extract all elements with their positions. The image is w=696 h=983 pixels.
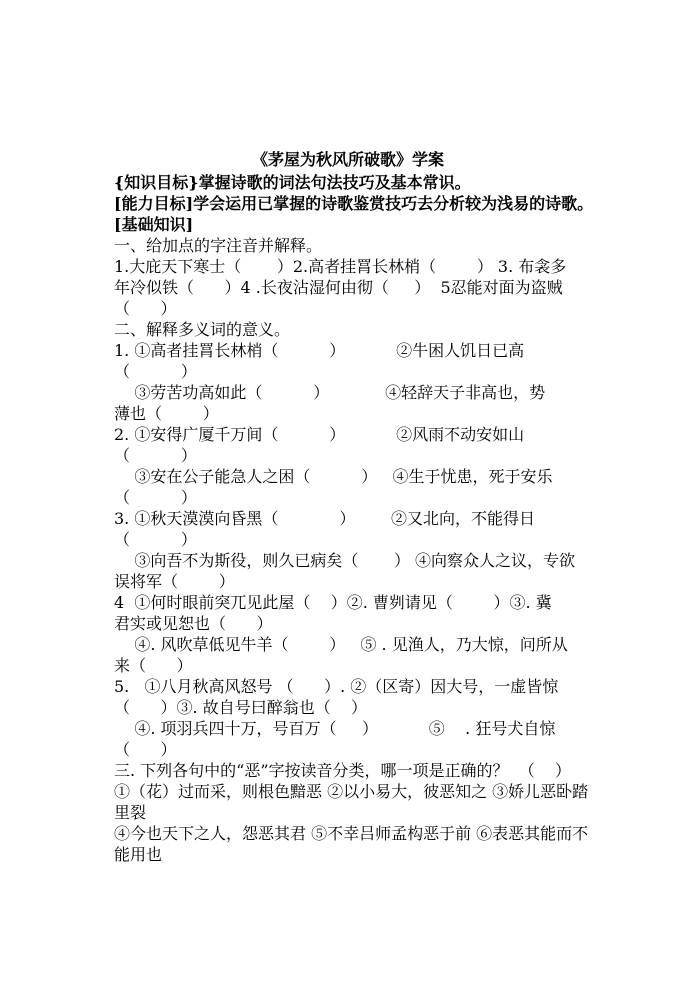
text-line: ④今也天下之人，怨恶其君 ⑤不幸吕师孟构恶于前 ⑥表恶其能而不: [114, 824, 589, 843]
document-title: 《茅屋为秋风所破歌》学案: [251, 150, 444, 169]
text-line: 里裂: [114, 803, 147, 822]
text-line: 1. ①高者挂罥长林梢（ ） ②牛困人饥日已高: [114, 341, 525, 360]
text-line: （ ）: [114, 740, 177, 759]
text-line: （ ）③. 故自号曰醉翁也（ ）: [114, 698, 368, 717]
text-line: 君实或见恕也（ ）: [114, 614, 273, 633]
text-line: ③劳苦功高如此（ ） ④轻辞天子非高也，势: [114, 383, 546, 402]
text-line: 二、解释多义词的意义。: [114, 320, 291, 339]
text-line: （ ）: [114, 362, 197, 381]
text-line: （ ）: [114, 530, 197, 549]
knowledge-objective: {知识目标}掌握诗歌的词法句法技巧及基本常识。: [114, 173, 471, 192]
text-line: 2. ①安得广厦千万间（ ） ②风雨不动安如山: [114, 425, 525, 444]
text-line: 1.大庇天下寒士（ ）2.高者挂罥长林梢（ ） 3. 布衾多: [114, 257, 567, 276]
text-line: （ ）: [114, 299, 177, 318]
text-line: ①（花）过而采，则根色黯恶 ②以小易大，彼恶知之 ③娇儿恶卧踏: [114, 782, 589, 801]
text-line: 能用也: [114, 845, 163, 864]
text-line: ③向吾不为斯役，则久已病矣（ ） ④向察众人之议，专欲: [114, 551, 576, 570]
section-basic-knowledge: [基础知识]: [114, 215, 194, 234]
text-line: 4 ①何时眼前突兀见此屋（ ）②. 曹刿请见（ ）③. 冀: [114, 593, 552, 612]
text-line: （ ）: [114, 488, 197, 507]
ability-objective: [能力目标]学会运用已掌握的诗歌鉴赏技巧去分析较为浅易的诗歌。: [114, 194, 594, 213]
text-line: ④. 项羽兵四十万，号百万（ ） ⑤ . 狂号犬自惊: [114, 719, 556, 738]
text-line: 薄也（ ）: [114, 404, 219, 423]
text-line: （ ）: [114, 446, 197, 465]
text-line: 误将军（ ）: [114, 572, 235, 591]
text-line: 来（ ）: [114, 656, 193, 675]
text-line: 年冷似铁（ ）4 .长夜沾湿何由彻（ ） 5忍能对面为盗贼: [114, 278, 563, 297]
text-line: ③安在公子能急人之困（ ） ④生于忧患，死于安乐: [114, 467, 553, 486]
text-line: 三. 下列各句中的“恶”字按读音分类，哪一项是正确的？ （ ）: [114, 761, 572, 780]
text-line: 5. ①八月秋高风怒号 （ ）. ②（区寄）因大号，一虚皆惊: [114, 677, 559, 696]
text-line: 一、给加点的字注音并解释。: [114, 236, 323, 255]
text-line: 3. ①秋天漠漠向昏黑（ ） ②又北向，不能得日: [114, 509, 535, 528]
text-line: ④. 风吹草低见牛羊（ ） ⑤ . 见渔人，乃大惊，问所从: [114, 635, 568, 654]
